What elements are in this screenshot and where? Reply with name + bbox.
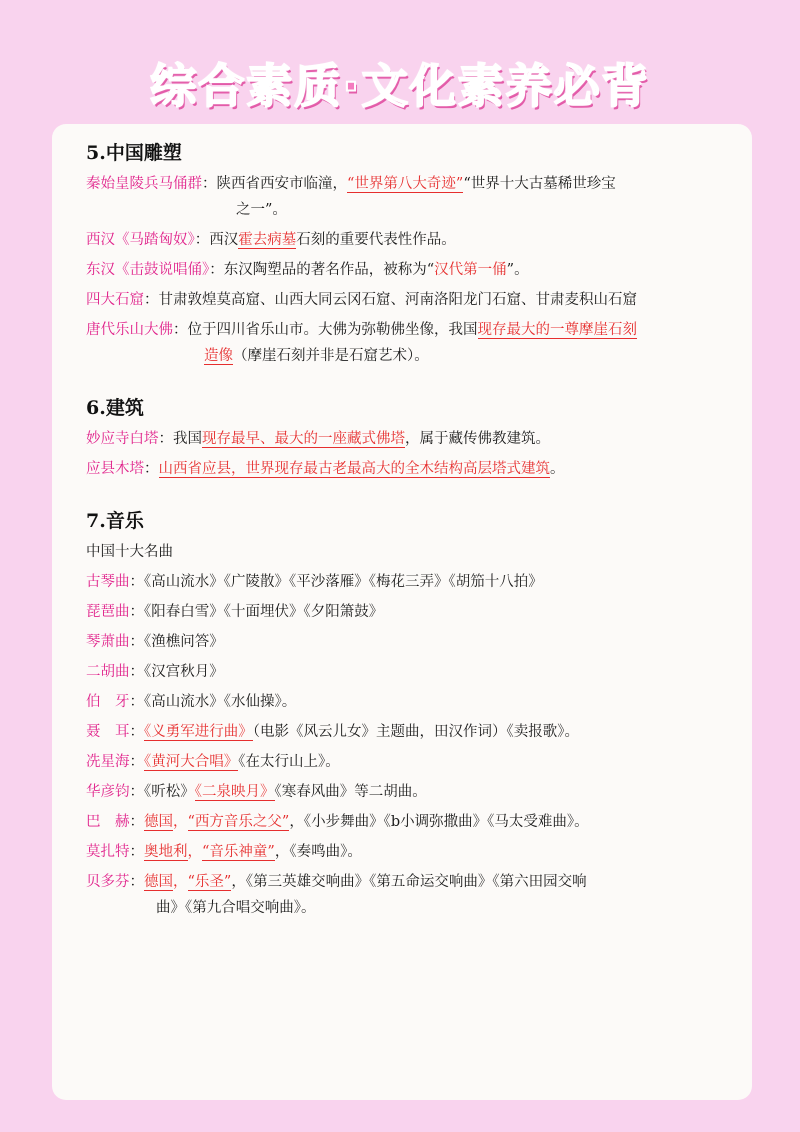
item-hua-yanjun [86, 781, 726, 803]
highlight: “西方音乐之父” [187, 814, 290, 830]
desc: ：《渔樵问答》 [129, 634, 224, 650]
desc: ，《奏鸣曲》。 [274, 844, 362, 860]
item-leshan-buddha-cont [86, 345, 726, 367]
desc: ：陕西省西安市临潼， [202, 176, 347, 192]
highlight: 山西省应县，世界现存最古老最高大的全木结构高层塔式建筑 [158, 461, 550, 477]
subheading-top-ten: 中国十大名曲 [86, 544, 173, 560]
highlight: 现存最大的一尊摩崖石刻 [477, 322, 637, 338]
term: 秦始皇陵兵马俑群 [86, 176, 202, 192]
term: 巴 赫 [86, 814, 130, 830]
desc: 石刻的重要代表性作品。 [296, 232, 456, 248]
section-heading-sculpture: 5.中国雕塑 [86, 142, 182, 164]
desc: 《寒春风曲》等二胡曲。 [274, 784, 427, 800]
desc: 。 [550, 461, 565, 477]
highlight: 汉代第一俑 [434, 262, 507, 278]
desc: ：西汉 [194, 232, 239, 248]
desc: ：《汉宫秋月》 [129, 664, 224, 680]
separator: ， [187, 844, 202, 860]
term: 华彦钧 [86, 784, 130, 800]
desc: ，《第三英雄交响曲》《第五命运交响曲》《第六田园交响 [231, 874, 587, 890]
highlight: “音乐神童” [202, 844, 275, 860]
term: 古琴曲 [86, 574, 130, 590]
highlight: 《义勇军进行曲》 [144, 724, 253, 740]
desc: ：东汉陶塑品的著名作品，被称为“ [209, 262, 435, 278]
item-guqin [86, 571, 726, 593]
desc: 《在太行山上》。 [238, 754, 340, 770]
term: 唐代乐山大佛 [86, 322, 173, 338]
item-boya [86, 691, 726, 713]
item-drum-figurine [86, 259, 726, 281]
desc: ： [129, 814, 144, 830]
highlight: 《黄河大合唱》 [144, 754, 239, 770]
highlight: “乐圣” [187, 874, 232, 890]
item-xian-xinghai [86, 751, 726, 773]
item-bach [86, 811, 726, 833]
page-title: 综合素质·文化素养必背 [150, 59, 650, 113]
item-terracotta [86, 173, 726, 195]
term: 应县木塔 [86, 461, 144, 477]
content [86, 138, 726, 919]
term: 二胡曲 [86, 664, 130, 680]
separator: ， [173, 874, 188, 890]
term: 贝多芬 [86, 874, 130, 890]
desc: ”。 [506, 262, 529, 278]
desc: （摩崖石刻并非是石窟艺术）。 [233, 348, 429, 364]
highlight: 德国 [144, 814, 173, 830]
item-mozart [86, 841, 726, 863]
desc: ： [129, 844, 144, 860]
item-nieer [86, 721, 726, 743]
desc: ：甘肃敦煌莫高窟、山西大同云冈石窟、河南洛阳龙门石窟、甘肃麦积山石窟 [144, 292, 637, 308]
desc: ，《小步舞曲》《b小调弥撒曲》《马太受难曲》。 [289, 814, 589, 830]
term: 东汉《击鼓说唱俑》 [86, 262, 210, 278]
separator: ， [173, 814, 188, 830]
highlight: 德国 [144, 874, 173, 890]
desc: ：《高山流水》《水仙操》。 [129, 694, 297, 710]
term: 琴萧曲 [86, 634, 130, 650]
term: 冼星海 [86, 754, 130, 770]
term: 妙应寺白塔 [86, 431, 159, 447]
section-heading-music: 7.音乐 [86, 510, 144, 532]
desc: ：《阳春白雪》《十面埋伏》《夕阳箫鼓》 [129, 604, 384, 620]
desc: ： [144, 461, 159, 477]
highlight: 霍去病墓 [238, 232, 297, 248]
desc: ： [129, 724, 144, 740]
highlight: 造像 [204, 348, 233, 364]
term: 莫扎特 [86, 844, 130, 860]
item-beethoven [86, 871, 726, 893]
term: 西汉《马踏匈奴》 [86, 232, 195, 248]
item-horse-stepping [86, 229, 726, 251]
item-beethoven-cont: 曲》《第九合唱交响曲》。 [156, 900, 316, 916]
highlight: “世界第八大奇迹” [347, 176, 464, 192]
desc: ，属于藏传佛教建筑。 [405, 431, 550, 447]
desc: ：《听松》 [129, 784, 195, 800]
term: 伯 牙 [86, 694, 130, 710]
desc: ：《高山流水》《广陵散》《平沙落雁》《梅花三弄》《胡笳十八拍》 [129, 574, 543, 590]
item-four-grottoes [86, 289, 726, 311]
term: 聂 耳 [86, 724, 130, 740]
highlight: 现存最早、最大的一座藏式佛塔 [202, 431, 405, 447]
item-terracotta-cont: 之一”。 [236, 202, 287, 218]
desc: （电影《风云儿女》主题曲，田汉作词）《卖报歌》。 [252, 724, 579, 740]
desc: ： [129, 874, 144, 890]
section-heading-architecture: 6.建筑 [86, 397, 144, 419]
item-pipa [86, 601, 726, 623]
item-leshan-buddha [86, 319, 726, 341]
desc: ：位于四川省乐山市。大佛为弥勒佛坐像，我国 [173, 322, 478, 338]
desc: ： [129, 754, 144, 770]
item-qinxiao [86, 631, 726, 653]
item-erhu [86, 661, 726, 683]
item-white-pagoda [86, 428, 726, 450]
highlight: 《二泉映月》 [194, 784, 275, 800]
item-wooden-pagoda [86, 458, 726, 480]
desc: “世界十大古墓稀世珍宝 [463, 176, 616, 192]
desc: ：我国 [158, 431, 202, 447]
highlight: 奥地利 [144, 844, 188, 860]
term: 琵琶曲 [86, 604, 130, 620]
term: 四大石窟 [86, 292, 144, 308]
